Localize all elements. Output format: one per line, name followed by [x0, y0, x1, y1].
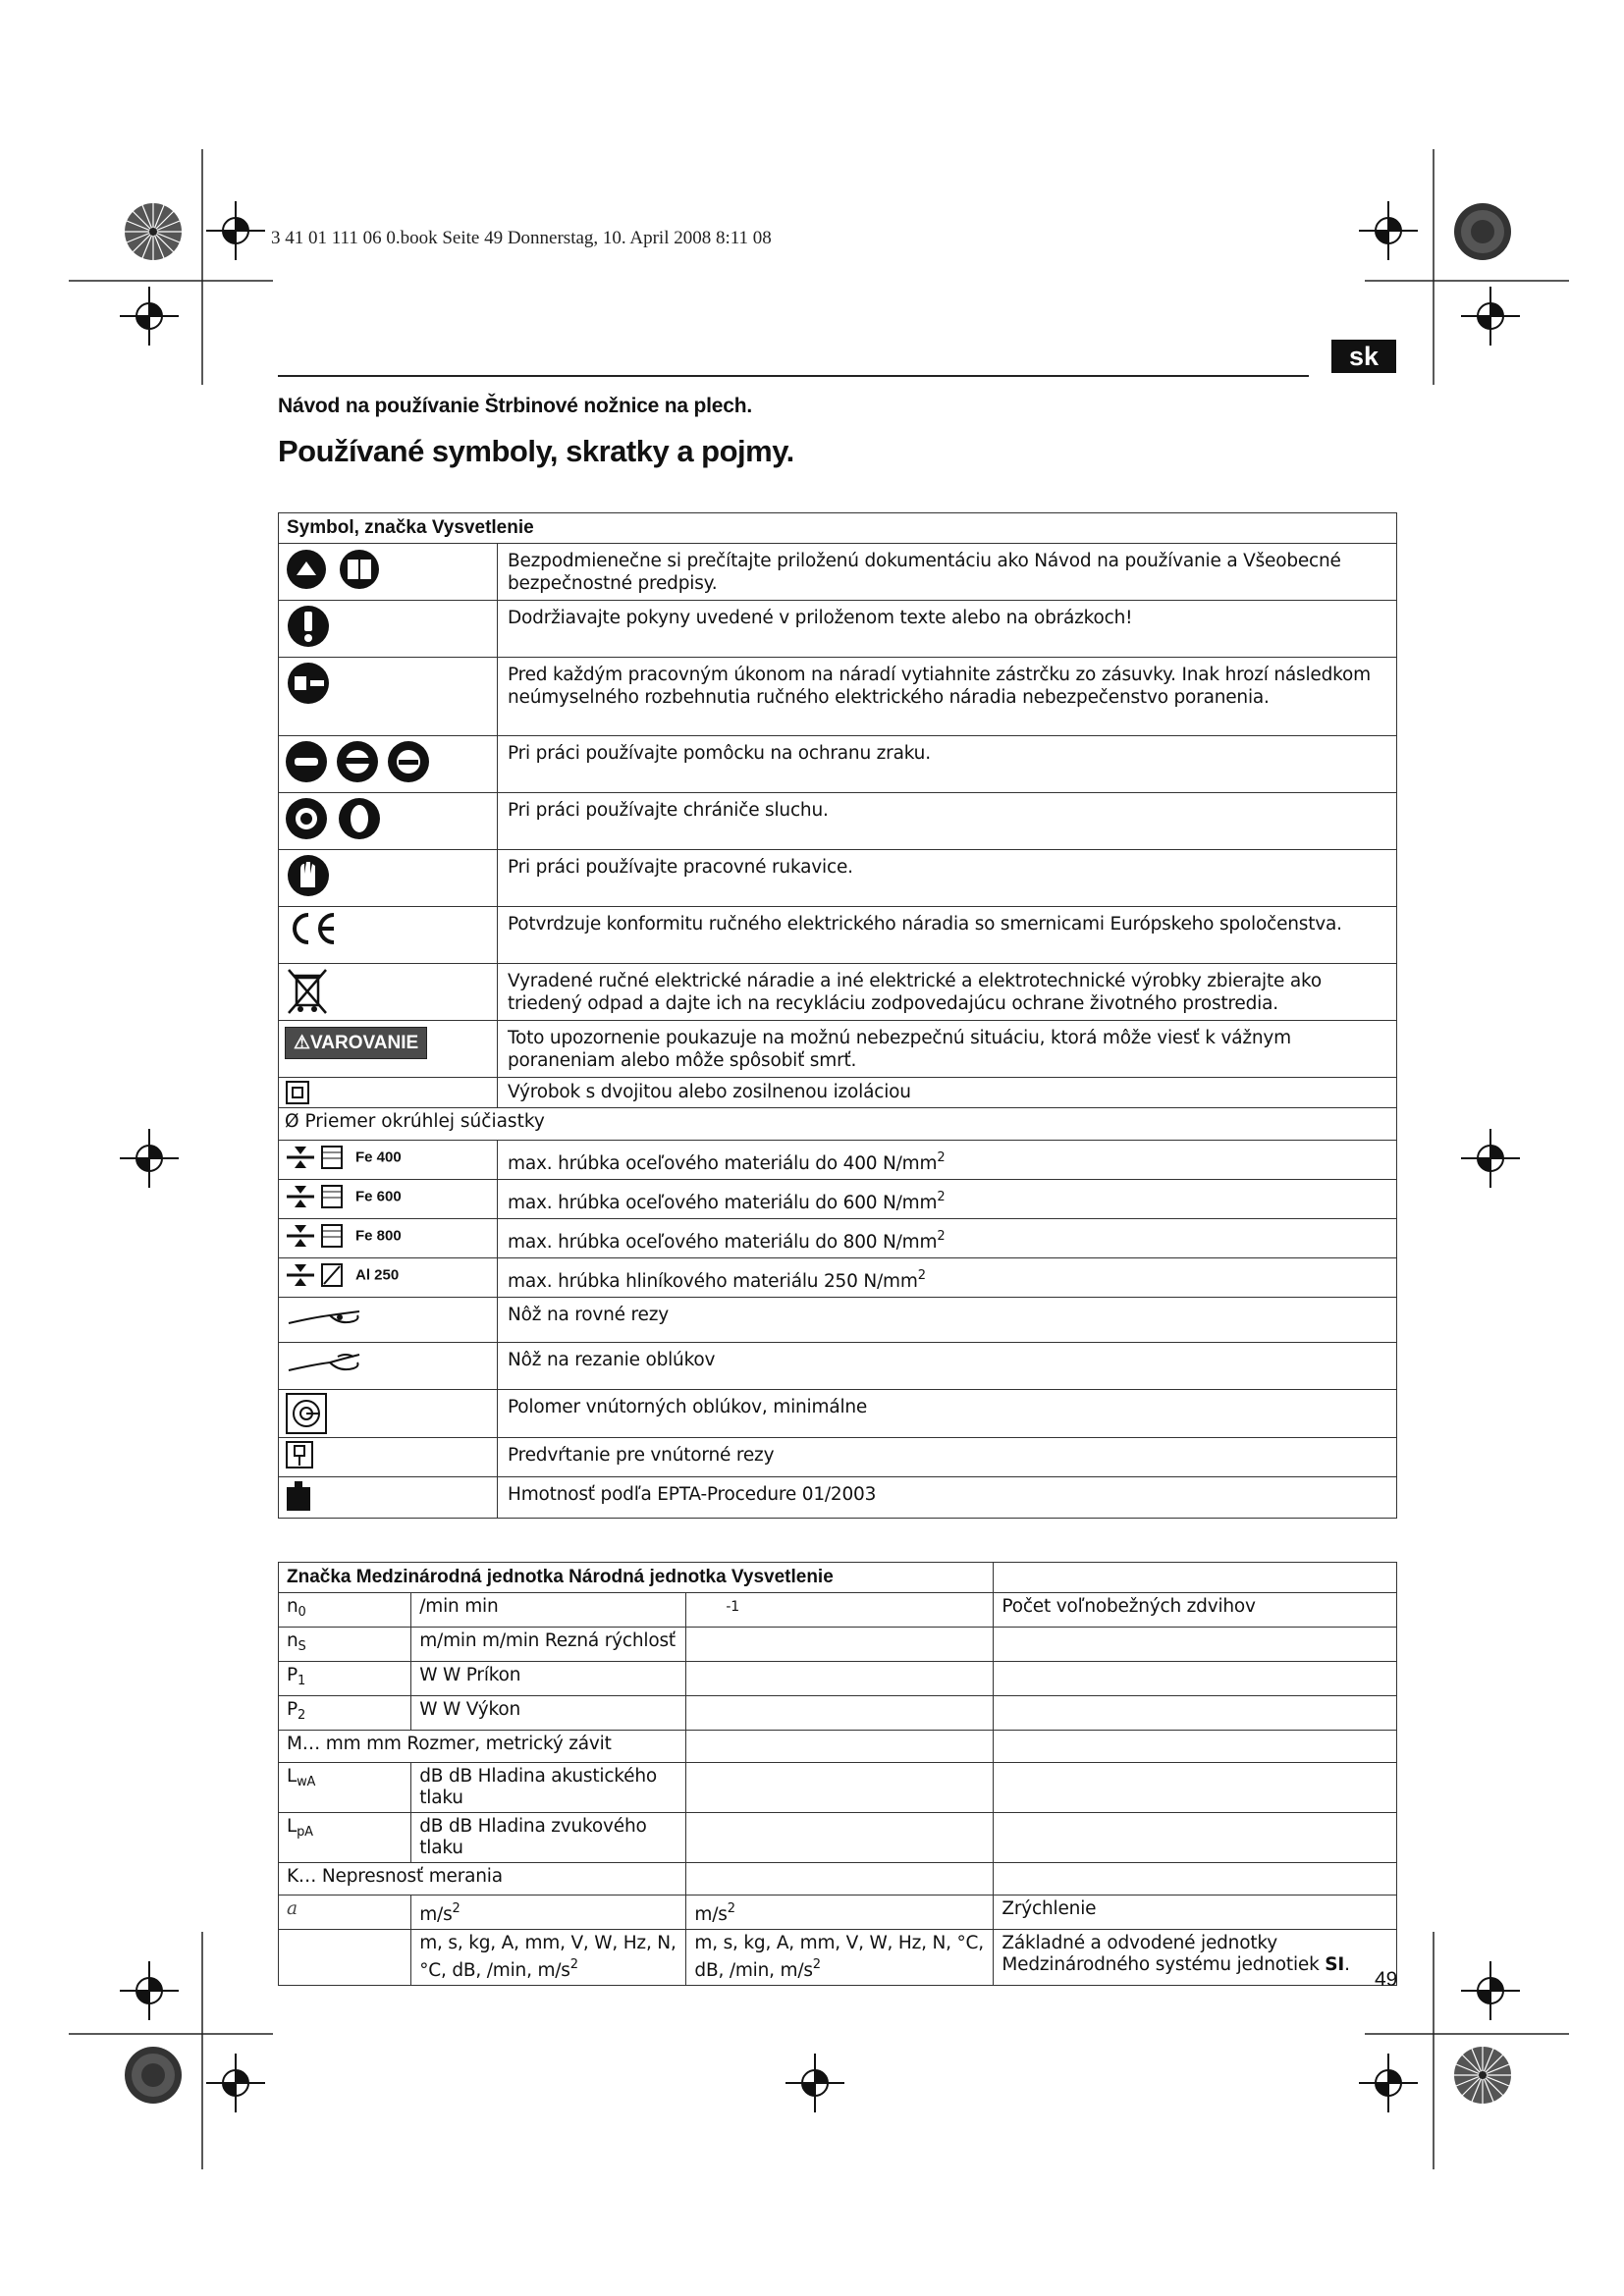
language-badge: sk — [1331, 340, 1396, 373]
unit-subscript: S — [298, 1639, 306, 1654]
unit-national — [686, 1696, 994, 1731]
crosshair-icon — [1359, 201, 1418, 260]
table-row — [279, 1141, 1397, 1180]
double-insulation-icon — [285, 1080, 310, 1105]
table-row — [279, 1390, 1397, 1438]
diameter-row: Ø Priemer okrúhlej súčiastky — [279, 1108, 1397, 1141]
table-row — [279, 1258, 1397, 1298]
warning-badge: ⚠VAROVANIE — [285, 1027, 427, 1059]
unit-national: m, s, kg, A, mm, V, W, Hz, N, °C, dB, /min, m/s — [694, 1933, 984, 1981]
crosshair-icon — [206, 201, 265, 260]
registration-wheel-icon — [124, 2046, 183, 2105]
table-row — [279, 1438, 1397, 1477]
unit-international: /min min — [411, 1593, 686, 1628]
table-row — [279, 1731, 1397, 1763]
unit-explanation — [994, 1628, 1397, 1662]
crosshair-icon — [120, 287, 179, 346]
table-row — [279, 1219, 1397, 1258]
unit-explanation — [994, 1696, 1397, 1731]
steel-thickness-icon — [285, 1221, 348, 1251]
unit-subscript: wA — [297, 1775, 316, 1789]
table-row — [279, 1108, 1397, 1141]
unit-national: -1 — [686, 1593, 994, 1628]
unit-international: m, s, kg, A, mm, V, W, Hz, N, °C, dB, /min, m/s — [419, 1933, 677, 1981]
crosshair-icon — [1461, 287, 1520, 346]
unit-subscript: 2 — [297, 1708, 306, 1723]
symbol-description: max. hrúbka oceľového materiálu do 600 N/mm — [508, 1193, 938, 1213]
material-label: Al 250 — [355, 1266, 400, 1284]
registration-wheel-icon — [1453, 2046, 1512, 2105]
table-row — [279, 1343, 1397, 1390]
crosshair-icon — [206, 2054, 265, 2112]
symbol-description: Pri práci používajte chrániče sluchu. — [498, 793, 1397, 850]
table-row — [279, 1896, 1397, 1930]
page-title: Používané symboly, skratky a pojmy. — [278, 434, 794, 468]
manual-subtitle: Návod na používanie Štrbinové nožnice na plech. — [278, 395, 753, 417]
table-row — [279, 1662, 1397, 1696]
table-row — [279, 1696, 1397, 1731]
inner-radius-icon — [285, 1392, 328, 1435]
steel-thickness-icon — [285, 1182, 348, 1211]
unit-national — [686, 1763, 994, 1813]
unit-symbol: n — [287, 1596, 298, 1617]
symbol-description: max. hrúbka oceľového materiálu do 400 N/mm — [508, 1153, 938, 1174]
crosshair-icon — [1359, 2054, 1418, 2112]
crosshair-icon — [785, 2054, 844, 2112]
weight-icon — [285, 1479, 312, 1513]
superscript: 2 — [917, 1268, 926, 1283]
unit-explanation: Počet voľnobežných zdvihov — [994, 1593, 1397, 1628]
symbol-description: Výrobok s dvojitou alebo zosilnenou izoláciou — [498, 1078, 1397, 1108]
steel-thickness-icon — [285, 1143, 348, 1172]
units-table-header: Značka Medzinárodná jednotka Národná jednotka Vysvetlenie — [279, 1563, 994, 1593]
table-row — [279, 1813, 1397, 1863]
unit-explanation: . — [1344, 1954, 1350, 1975]
symbol-description: Hmotnosť podľa EPTA-Procedure 01/2003 — [498, 1477, 1397, 1519]
unit-explanation — [994, 1731, 1397, 1763]
eye-protection-icon — [285, 738, 432, 785]
symbol-description: Dodržiavajte pokyny uvedené v priloženom texte alebo na obrázkoch! — [498, 601, 1397, 658]
material-label: Fe 600 — [355, 1188, 402, 1205]
table-row — [279, 1593, 1397, 1628]
gloves-icon — [285, 852, 332, 899]
superscript: 2 — [452, 1901, 460, 1916]
unit-subscript: 0 — [298, 1605, 306, 1620]
crosshair-icon — [120, 1129, 179, 1188]
superscript: 2 — [937, 1150, 946, 1165]
unit-international: W W Výkon — [411, 1696, 686, 1731]
unit-national: m/s — [694, 1904, 728, 1925]
unit-explanation: Základné a odvodené jednotky — [1001, 1933, 1277, 1953]
unit-national — [686, 1662, 994, 1696]
header-rule — [278, 375, 1309, 377]
symbol-description: Toto upozornenie poukazuje na možnú nebezpečnú situáciu, ktorá môže viesť k vážnym poraneniam alebo môže spôsobiť smrť. — [498, 1021, 1397, 1078]
unit-explanation — [994, 1813, 1397, 1863]
superscript: 2 — [937, 1190, 946, 1204]
ear-protection-icon — [285, 795, 383, 842]
crosshair-icon — [1461, 1961, 1520, 2020]
exclamation-icon — [285, 603, 332, 650]
symbol-description: Pri práci používajte pracovné rukavice. — [498, 850, 1397, 907]
table-row — [279, 1180, 1397, 1219]
unit-international: m/min m/min Rezná rýchlosť — [411, 1628, 686, 1662]
symbols-table-header: Symbol, značka Vysvetlenie — [279, 513, 1397, 544]
unit-explanation — [994, 1863, 1397, 1896]
unit-explanation: Zrýchlenie — [994, 1896, 1397, 1930]
predrill-icon — [285, 1440, 314, 1469]
unit-symbol: L — [287, 1766, 298, 1787]
unplug-icon — [285, 660, 332, 707]
table-row — [279, 601, 1397, 658]
table-row — [279, 1477, 1397, 1519]
unit-symbol: M… mm mm Rozmer, metrický závit — [279, 1731, 686, 1763]
table-row — [279, 1763, 1397, 1813]
unit-international: m/s — [419, 1904, 453, 1925]
registration-wheel-icon — [1453, 202, 1512, 261]
table-row — [279, 850, 1397, 907]
unit-national — [686, 1628, 994, 1662]
ce-mark-icon — [285, 909, 340, 948]
unit-explanation — [994, 1763, 1397, 1813]
symbol-description: Nôž na rovné rezy — [498, 1298, 1397, 1343]
symbol-description: Nôž na rezanie oblúkov — [498, 1343, 1397, 1390]
read-manual-icon — [285, 546, 383, 593]
table-row — [279, 1930, 1397, 1986]
unit-subscript: pA — [297, 1825, 313, 1840]
superscript: 2 — [727, 1901, 735, 1916]
table-row — [279, 907, 1397, 964]
symbol-description: max. hrúbka oceľového materiálu do 800 N/mm — [508, 1232, 938, 1253]
unit-explanation — [994, 1662, 1397, 1696]
table-row — [279, 1863, 1397, 1896]
superscript: 2 — [812, 1957, 821, 1972]
table-row — [279, 1628, 1397, 1662]
unit-symbol: L — [287, 1816, 298, 1837]
superscript: 2 — [569, 1957, 578, 1972]
straight-knife-icon — [285, 1300, 363, 1335]
units-table — [278, 1562, 1397, 1986]
page-number: 49 — [1375, 1968, 1398, 1991]
file-header-line: 3 41 01 111 06 0.book Seite 49 Donnerstag, 10. April 2008 8:11 08 — [271, 228, 772, 248]
crosshair-icon — [120, 1961, 179, 2020]
table-row — [279, 964, 1397, 1021]
unit-symbol: P — [287, 1699, 298, 1720]
unit-explanation: Medzinárodného systému jednotiek — [1001, 1954, 1326, 1975]
symbols-table — [278, 512, 1397, 1519]
crosshair-icon — [1461, 1129, 1520, 1188]
material-label: Fe 400 — [355, 1148, 402, 1166]
table-row — [279, 658, 1397, 736]
symbol-description: Pri práci používajte pomôcku na ochranu zraku. — [498, 736, 1397, 793]
symbol-description: Pred každým pracovným úkonom na náradí vytiahnite zástrčku zo zásuvky. Inak hrozí následkom neúmyselného rozbehnutia ručného elektrického náradia nebezpečenstvo poranenia. — [498, 658, 1397, 736]
symbol-description: Bezpodmienečne si prečítajte priloženú dokumentáciu ako Návod na používanie a Všeobecné bezpečnostné predpisy. — [498, 544, 1397, 601]
table-row — [279, 793, 1397, 850]
table-row — [279, 544, 1397, 601]
table-row — [279, 1078, 1397, 1108]
unit-symbol: a — [279, 1896, 411, 1930]
material-label: Fe 800 — [355, 1227, 402, 1245]
unit-international: W W Príkon — [411, 1662, 686, 1696]
units-table-header-empty — [994, 1563, 1397, 1593]
symbol-description: Vyradené ručné elektrické náradie a iné elektrické a elektrotechnické výrobky zbierajte ako triedený odpad a dajte ich na recykláciu zodpovedajúcu ochrane životného prostredia. — [498, 964, 1397, 1021]
symbol-description: Predvŕtanie pre vnútorné rezy — [498, 1438, 1397, 1477]
aluminium-thickness-icon — [285, 1260, 348, 1290]
unit-international: dB dB Hladina akustického tlaku — [411, 1763, 686, 1813]
unit-symbol: P — [287, 1665, 298, 1685]
unit-national — [686, 1731, 994, 1763]
table-row — [279, 736, 1397, 793]
unit-national — [686, 1813, 994, 1863]
crossed-bin-icon — [285, 966, 332, 1017]
si-abbreviation: SI — [1325, 1954, 1345, 1975]
superscript: 2 — [937, 1229, 946, 1244]
unit-national — [686, 1863, 994, 1896]
symbol-description: Polomer vnútorných oblúkov, minimálne — [498, 1390, 1397, 1438]
unit-symbol: K… Nepresnosť merania — [279, 1863, 686, 1896]
registration-wheel-icon — [124, 202, 183, 261]
symbol-description: max. hrúbka hliníkového materiálu 250 N/mm — [508, 1271, 918, 1292]
table-row — [279, 1021, 1397, 1078]
unit-symbol: n — [287, 1630, 298, 1651]
curve-knife-icon — [285, 1345, 363, 1380]
unit-subscript: 1 — [297, 1674, 306, 1688]
symbol-description: Potvrdzuje konformitu ručného elektrického náradia so smernicami Európskeho spoločenstva. — [498, 907, 1397, 964]
table-row — [279, 1298, 1397, 1343]
unit-international: dB dB Hladina zvukového tlaku — [411, 1813, 686, 1863]
